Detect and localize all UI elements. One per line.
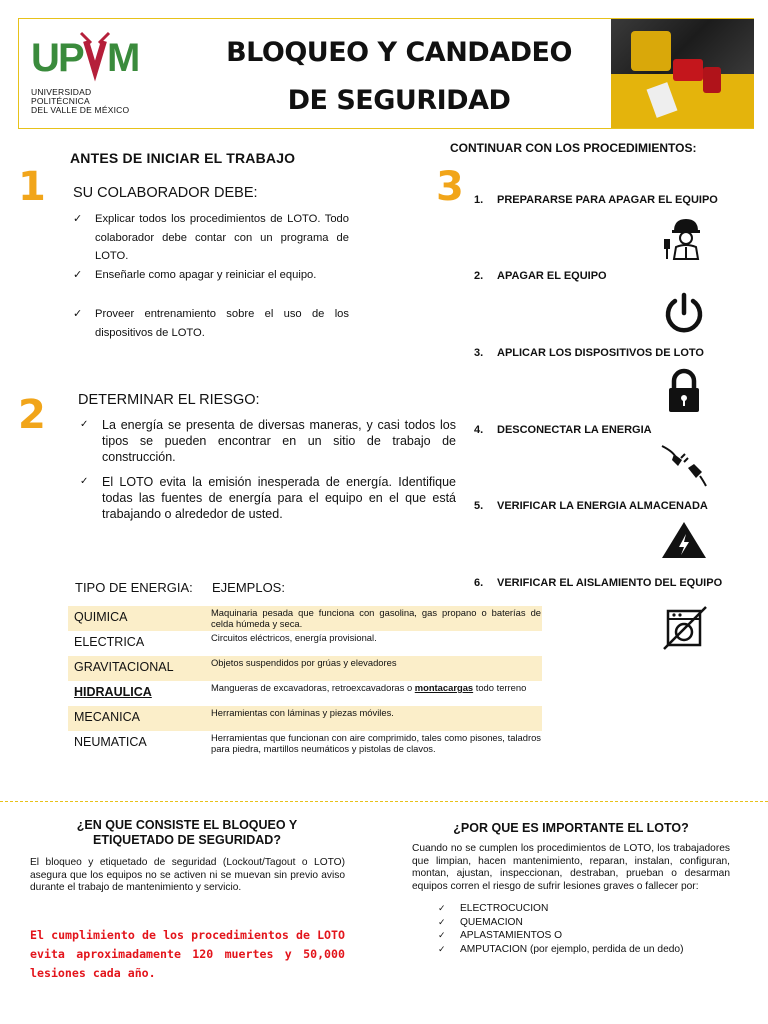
- check-icon: ✓: [438, 903, 446, 913]
- svg-text:M: M: [107, 36, 141, 80]
- table-row: [68, 606, 542, 631]
- padlock-icon: [660, 367, 708, 415]
- section1-heading: ANTES DE INICIAR EL TRABAJO: [70, 150, 296, 166]
- procedure-step-2: 2. APAGAR EL EQUIPO: [474, 270, 607, 282]
- table-row: [68, 656, 542, 681]
- check-icon: ✓: [438, 916, 446, 927]
- risk-list: [438, 902, 738, 956]
- table-header-type: TIPO DE ENERGIA:: [75, 580, 193, 595]
- bottom-left-question: ¿EN QUE CONSISTE EL BLOQUEO Y ETIQUETADO DE SEGURIDAD?: [76, 818, 298, 847]
- unplug-icon: [660, 440, 708, 488]
- list-item: ✓ AMPUTACION (por ejemplo, perdida de un dedo): [438, 943, 684, 955]
- bottom-left-paragraph: El bloqueo y etiquetado de seguridad (Lockout/Tagout o LOTO) asegura que los equipos no se activen ni se muevan sin previo aviso durante el trabajo de mantenimiento y servicio.: [30, 857, 345, 893]
- bottom-right-question: ¿POR QUE ES IMPORTANTE EL LOTO?: [453, 821, 689, 835]
- procedure-step-5: 5. VERIFICAR LA ENERGIA ALMACENADA: [474, 500, 708, 512]
- worker-icon: [660, 213, 708, 261]
- section2-item-1: ✓ La energía se presenta de diversas maneras, y casi todos los tipos se pueden encontrar en un sitio de trabajo de construcción.: [80, 418, 456, 464]
- energy-type: ELECTRICA: [74, 635, 145, 649]
- table-row: [68, 731, 542, 756]
- section3-heading: CONTINUAR CON LOS PROCEDIMIENTOS:: [450, 141, 697, 155]
- table-row: [68, 706, 542, 731]
- header-banner: [18, 18, 754, 129]
- energy-example: Herramientas con láminas y piezas móviles.: [211, 707, 394, 718]
- step-number-1: 1: [18, 164, 46, 210]
- energy-type: QUIMICA: [74, 610, 128, 624]
- list-item: ✓ QUEMACION: [438, 916, 523, 928]
- energy-example: Herramientas que funcionan con aire comprimido, tales como pisones, taladros para piedra, martillos neumáticos y pistolas de clavos.: [211, 732, 541, 754]
- title-line2: DE SEGURIDAD: [287, 85, 511, 116]
- power-icon: [660, 289, 708, 337]
- table-row: [68, 681, 542, 706]
- section2-item-2: ✓ El LOTO evita la emisión inesperada de energía. Identifique todas las fuentes de energía para el equipo en el que está trabajando o alrededor de usted.: [80, 475, 456, 521]
- energy-type: MECANICA: [74, 710, 140, 724]
- procedure-step-1: 1. PREPARARSE PARA APAGAR EL EQUIPO: [474, 194, 718, 206]
- energy-example: Objetos suspendidos por grúas y elevadores: [211, 657, 397, 668]
- check-icon: ✓: [80, 419, 89, 430]
- list-item: ✓ ELECTROCUCION: [438, 903, 549, 914]
- energy-example: Maquinaria pesada que funciona con gasolina, gas propano o baterías de celda húmeda y seca.: [211, 607, 541, 629]
- procedure-step-4: 4. DESCONECTAR LA ENERGIA: [474, 424, 652, 436]
- check-icon: ✓: [73, 213, 83, 225]
- energy-example: Circuitos eléctricos, energía provisional.: [211, 632, 377, 643]
- logo-line1: UNIVERSIDAD POLITÉCNICA: [31, 87, 92, 106]
- high-voltage-icon: [660, 516, 708, 564]
- list-item: ✓ APLASTAMIENTOS O: [438, 930, 563, 941]
- section1-item-1: ✓ Explicar todos los procedimientos de LOTO. Todo colaborador debe contar con un programa de LOTO.: [95, 210, 349, 266]
- step-number-2: 2: [18, 392, 46, 438]
- check-icon: ✓: [438, 943, 446, 954]
- section1-subheading: SU COLABORADOR DEBE:: [73, 185, 258, 201]
- isolated-machine-icon: [660, 603, 708, 651]
- svg-text:P: P: [58, 36, 85, 80]
- section1-item-2: ✓ Enseñarle como apagar y reiniciar el equipo.: [95, 266, 349, 285]
- section-divider: [0, 801, 768, 802]
- energy-example: Mangueras de excavadoras, retroexcavadoras o montacargas todo terreno: [211, 682, 527, 693]
- check-icon: ✓: [73, 308, 83, 320]
- bottom-right-paragraph: Cuando no se cumplen los procedimientos de LOTO, los trabajadores que limpian, hacen mantenimiento, reparan, instalan, configuran, montan, ajustan, inspeccionan, destraban, prueban o desarman equipos corren el riesgo de sufrir lesiones graves o fallecer por:: [412, 843, 730, 892]
- lockout-photo: [611, 19, 754, 128]
- upvm-logo-icon: [31, 27, 143, 83]
- svg-text:U: U: [31, 36, 60, 80]
- energy-type: GRAVITACIONAL: [74, 660, 174, 674]
- energy-type: NEUMATICA: [74, 735, 147, 749]
- logo-line2: DEL VALLE DE MÉXICO: [31, 105, 130, 115]
- procedure-step-3: 3. APLICAR LOS DISPOSITIVOS DE LOTO: [474, 347, 704, 359]
- step-number-3: 3: [436, 164, 464, 210]
- check-icon: ✓: [80, 476, 89, 487]
- section2-heading: DETERMINAR EL RIESGO:: [78, 392, 260, 408]
- montacargas-link: montacargas: [414, 682, 474, 693]
- university-logo: [31, 27, 143, 115]
- section1-item-3: ✓ Proveer entrenamiento sobre el uso de los dispositivos de LOTO.: [95, 305, 349, 342]
- check-icon: ✓: [438, 930, 446, 940]
- page-title: [189, 29, 609, 125]
- energy-type: HIDRAULICA: [74, 685, 152, 699]
- check-icon: ✓: [73, 269, 83, 281]
- loto-statistic: El cumplimiento de los procedimientos de LOTO evita aproximadamente 120 muertes y 50,000 lesiones cada año.: [30, 928, 345, 980]
- table-header-examples: EJEMPLOS:: [212, 580, 285, 595]
- title-line1: BLOQUEO Y CANDADEO: [226, 37, 572, 68]
- table-row: [68, 631, 542, 656]
- procedure-step-6: 6. VERIFICAR EL AISLAMIENTO DEL EQUIPO: [474, 577, 723, 589]
